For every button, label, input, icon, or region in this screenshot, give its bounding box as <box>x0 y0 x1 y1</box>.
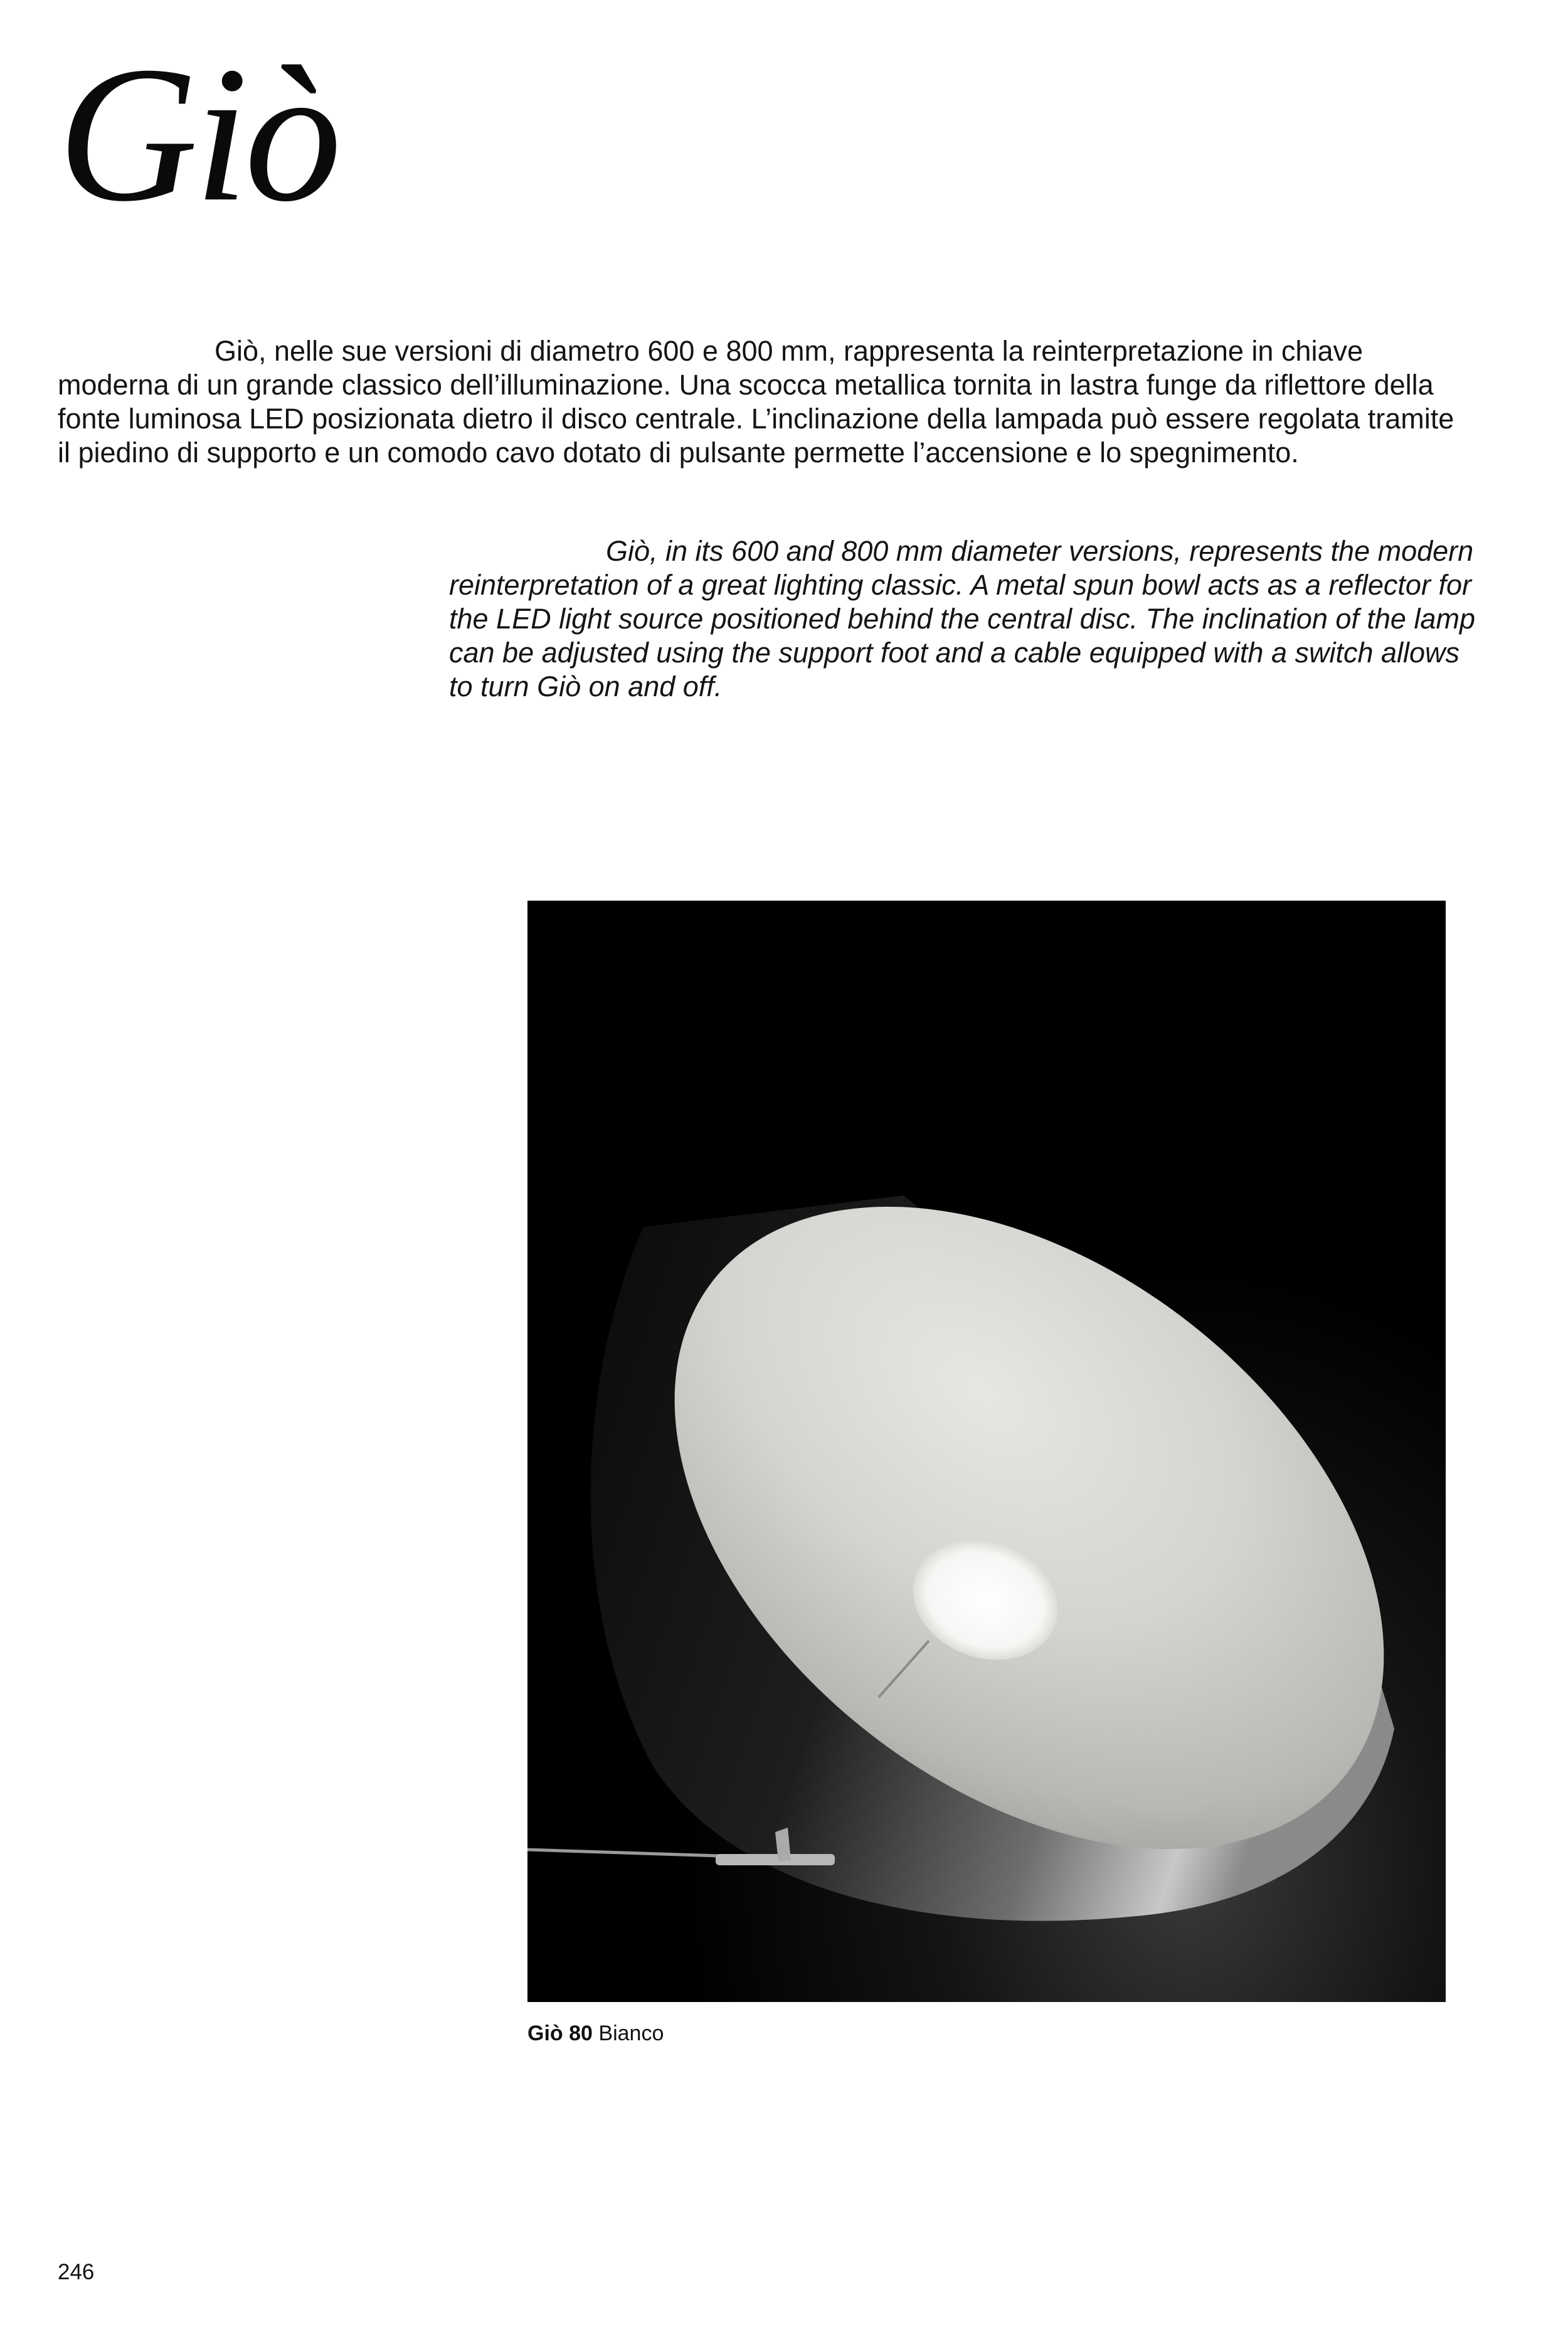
caption-finish: Bianco <box>598 2021 664 2045</box>
description-english: Giò, in its 600 and 800 mm diameter versions, represents the modern reinterpretation of a great lighting classic. A metal spun bowl acts as a reflector for the LED light source positioned behind the central disc. The inclination of the lamp can be adjusted using the support foot and a cable equipped with a switch allows to turn Giò on and off. <box>449 535 1475 702</box>
description-italian: Giò, nelle sue versioni di diametro 600 e 800 mm, rappresenta la reinterpretazione in chiave moderna di un grande classico dell’illuminazione. Una scocca metallica tornita in lastra funge da riflettore della fonte luminosa LED posizionata dietro il disco centrale. L’inclinazione della lampada può essere regolata tramite il piedino di supporto e un comodo cavo dotato di pulsante permette l’accensione e lo spegnimento. <box>58 335 1454 469</box>
cable-switch <box>716 1854 835 1865</box>
caption-model: Giò 80 <box>527 2021 593 2045</box>
product-photo <box>527 901 1446 2002</box>
product-title: Giò <box>58 27 338 242</box>
page-number: 246 <box>58 2260 95 2284</box>
photo-caption <box>527 2021 664 2046</box>
